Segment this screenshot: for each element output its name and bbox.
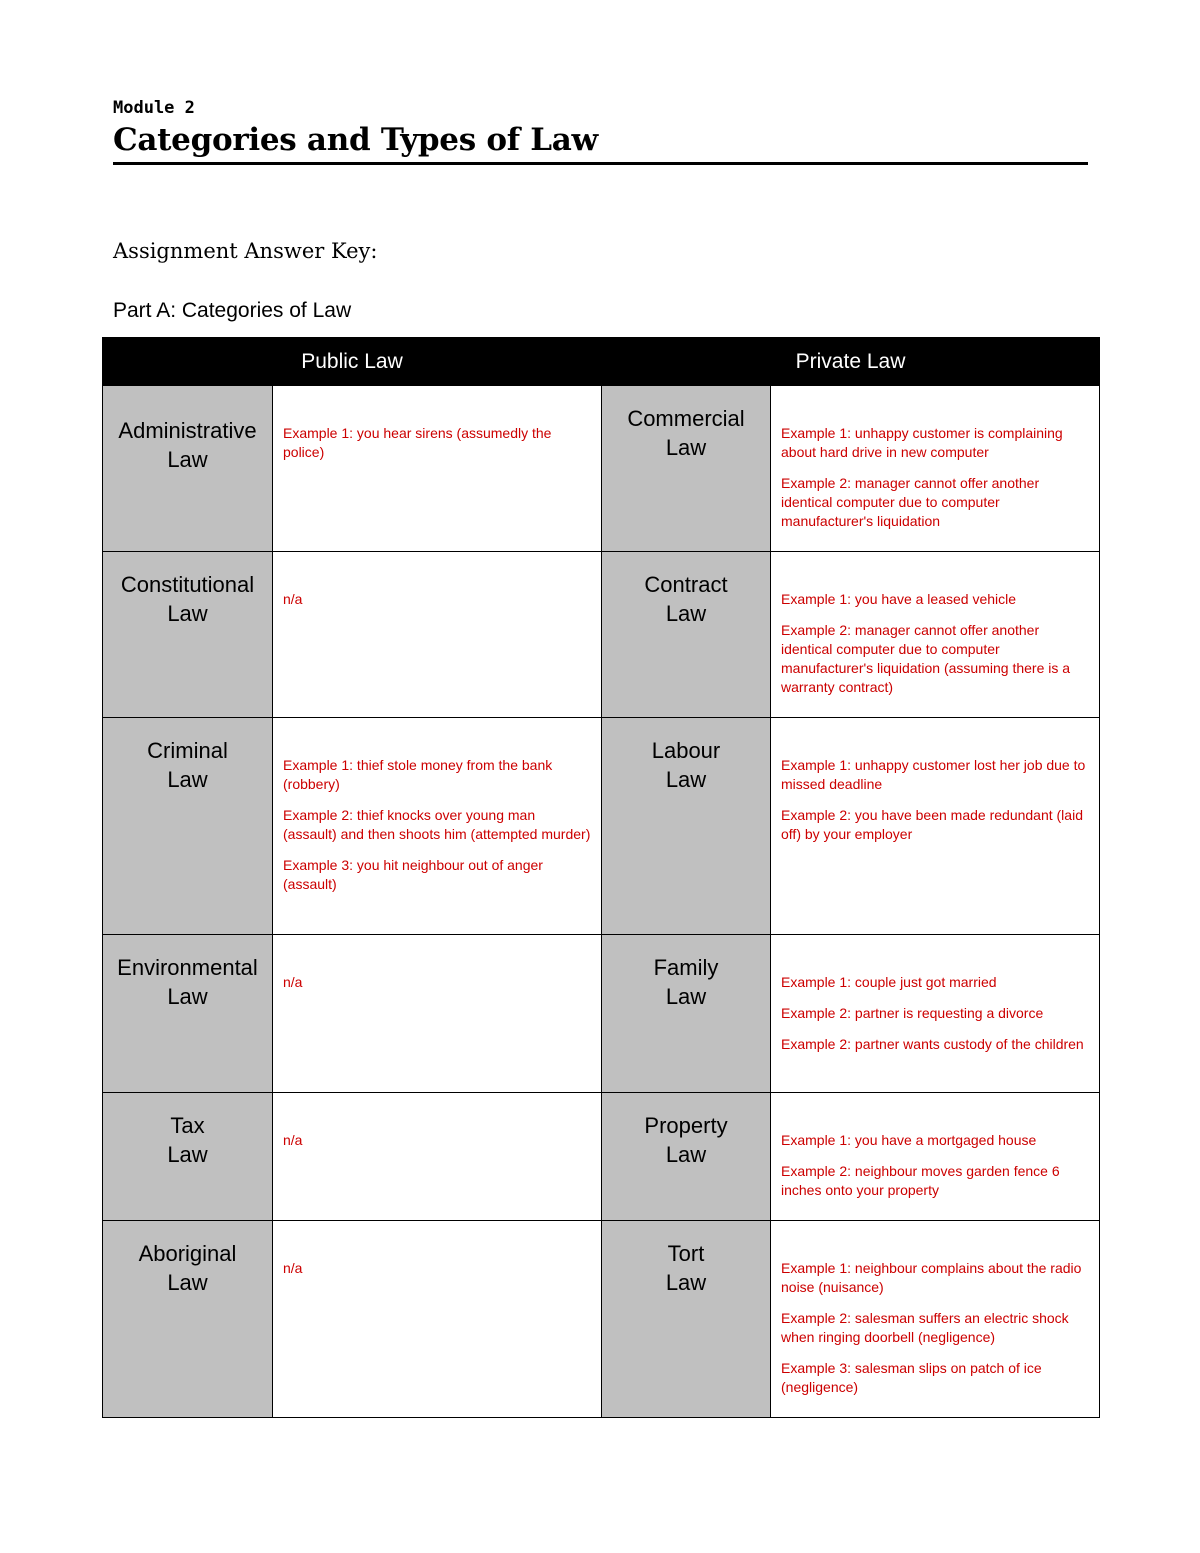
table-row bbox=[103, 718, 1100, 935]
private-category-cell bbox=[602, 718, 771, 935]
category-suffix: Law bbox=[665, 601, 707, 626]
example-text: Example 2: partner wants custody of the children bbox=[781, 1036, 1084, 1052]
category-suffix: Law bbox=[167, 447, 208, 472]
private-examples-cell bbox=[771, 552, 1100, 718]
public-category-cell bbox=[103, 1093, 273, 1221]
category-suffix: Law bbox=[167, 767, 208, 792]
module-label: Module 2 bbox=[113, 98, 195, 118]
category-suffix: Law bbox=[167, 1142, 208, 1167]
example-text: Example 2: partner is requesting a divorce bbox=[781, 1005, 1044, 1021]
category-name: Contract bbox=[644, 572, 728, 597]
category-name: Aboriginal bbox=[138, 1241, 237, 1266]
private-examples-cell bbox=[771, 1093, 1100, 1221]
public-examples-cell bbox=[273, 935, 602, 1093]
example-text: n/a bbox=[283, 974, 303, 990]
category-suffix: Law bbox=[665, 1142, 707, 1167]
private-category-cell bbox=[602, 386, 771, 552]
example-text: Example 3: salesman slips on patch of ice (negligence) bbox=[781, 1360, 1042, 1395]
private-law-header: Private Law bbox=[602, 338, 1100, 386]
public-category-cell bbox=[103, 718, 273, 935]
example-text: Example 2: thief knocks over young man (assault) and then shoots him (attempted murder) bbox=[283, 807, 591, 842]
part-heading: Part A: Categories of Law bbox=[113, 299, 352, 322]
category-suffix: Law bbox=[665, 984, 707, 1009]
page-title: Categories and Types of Law bbox=[113, 122, 598, 158]
title-divider bbox=[113, 162, 1088, 165]
category-name: Criminal bbox=[147, 738, 228, 763]
private-examples-cell bbox=[771, 1221, 1100, 1418]
example-text: Example 1: you hear sirens (assumedly the police) bbox=[283, 425, 552, 460]
public-category-cell bbox=[103, 935, 273, 1093]
example-text: Example 1: thief stole money from the bank (robbery) bbox=[283, 757, 553, 792]
category-suffix: Law bbox=[167, 601, 208, 626]
category-name: Tax bbox=[170, 1113, 205, 1138]
table-row bbox=[103, 1221, 1100, 1418]
example-text: Example 2: manager cannot offer another identical computer due to computer manufacturer's liquidation bbox=[781, 475, 1040, 529]
category-name: Family bbox=[653, 955, 719, 980]
public-examples-cell bbox=[273, 552, 602, 718]
table-row bbox=[103, 1093, 1100, 1221]
private-examples-cell bbox=[771, 935, 1100, 1093]
category-name: Labour bbox=[651, 738, 721, 763]
law-categories-table bbox=[102, 337, 1100, 1418]
category-suffix: Law bbox=[167, 1270, 208, 1295]
public-law-header: Public Law bbox=[103, 338, 602, 386]
category-name: Commercial bbox=[627, 406, 745, 431]
table-row bbox=[103, 552, 1100, 718]
example-text: n/a bbox=[283, 1260, 303, 1276]
example-text: Example 1: neighbour complains about the radio noise (nuisance) bbox=[781, 1260, 1082, 1295]
category-name: Environmental bbox=[117, 955, 258, 980]
example-text: Example 1: couple just got married bbox=[781, 974, 997, 990]
public-category-cell bbox=[103, 386, 273, 552]
private-category-cell bbox=[602, 935, 771, 1093]
private-examples-cell bbox=[771, 718, 1100, 935]
example-text: Example 2: manager cannot offer another identical computer due to computer manufacturer's liquidation (assuming there is a warranty contract) bbox=[781, 622, 1071, 695]
private-category-cell bbox=[602, 1221, 771, 1418]
example-text: n/a bbox=[283, 591, 303, 607]
category-suffix: Law bbox=[167, 984, 208, 1009]
category-name: Property bbox=[644, 1113, 728, 1138]
example-text: n/a bbox=[283, 1132, 303, 1148]
private-examples-cell bbox=[771, 386, 1100, 552]
example-text: Example 2: you have been made redundant (laid off) by your employer bbox=[781, 807, 1083, 842]
private-category-cell bbox=[602, 552, 771, 718]
category-suffix: Law bbox=[665, 435, 707, 460]
category-name: Administrative bbox=[118, 418, 257, 443]
category-suffix: Law bbox=[665, 1270, 707, 1295]
example-text: Example 1: you have a mortgaged house bbox=[781, 1132, 1037, 1148]
public-category-cell bbox=[103, 552, 273, 718]
example-text: Example 2: salesman suffers an electric shock when ringing doorbell (negligence) bbox=[781, 1310, 1069, 1345]
table-header-row bbox=[103, 338, 1100, 386]
table-row bbox=[103, 386, 1100, 552]
example-text: Example 1: unhappy customer lost her job due to missed deadline bbox=[781, 757, 1086, 792]
public-category-cell bbox=[103, 1221, 273, 1418]
public-examples-cell bbox=[273, 386, 602, 552]
category-suffix: Law bbox=[665, 767, 707, 792]
category-name: Constitutional bbox=[120, 572, 255, 597]
public-examples-cell bbox=[273, 1221, 602, 1418]
public-examples-cell bbox=[273, 1093, 602, 1221]
category-name: Tort bbox=[667, 1241, 705, 1266]
example-text: Example 1: unhappy customer is complaining about hard drive in new computer bbox=[781, 425, 1063, 460]
example-text: Example 3: you hit neighbour out of anger (assault) bbox=[283, 857, 543, 892]
public-examples-cell bbox=[273, 718, 602, 935]
assignment-heading: Assignment Answer Key: bbox=[113, 239, 378, 263]
example-text: Example 2: neighbour moves garden fence 6 inches onto your property bbox=[781, 1163, 1060, 1198]
example-text: Example 1: you have a leased vehicle bbox=[781, 591, 1017, 607]
table-row bbox=[103, 935, 1100, 1093]
private-category-cell bbox=[602, 1093, 771, 1221]
